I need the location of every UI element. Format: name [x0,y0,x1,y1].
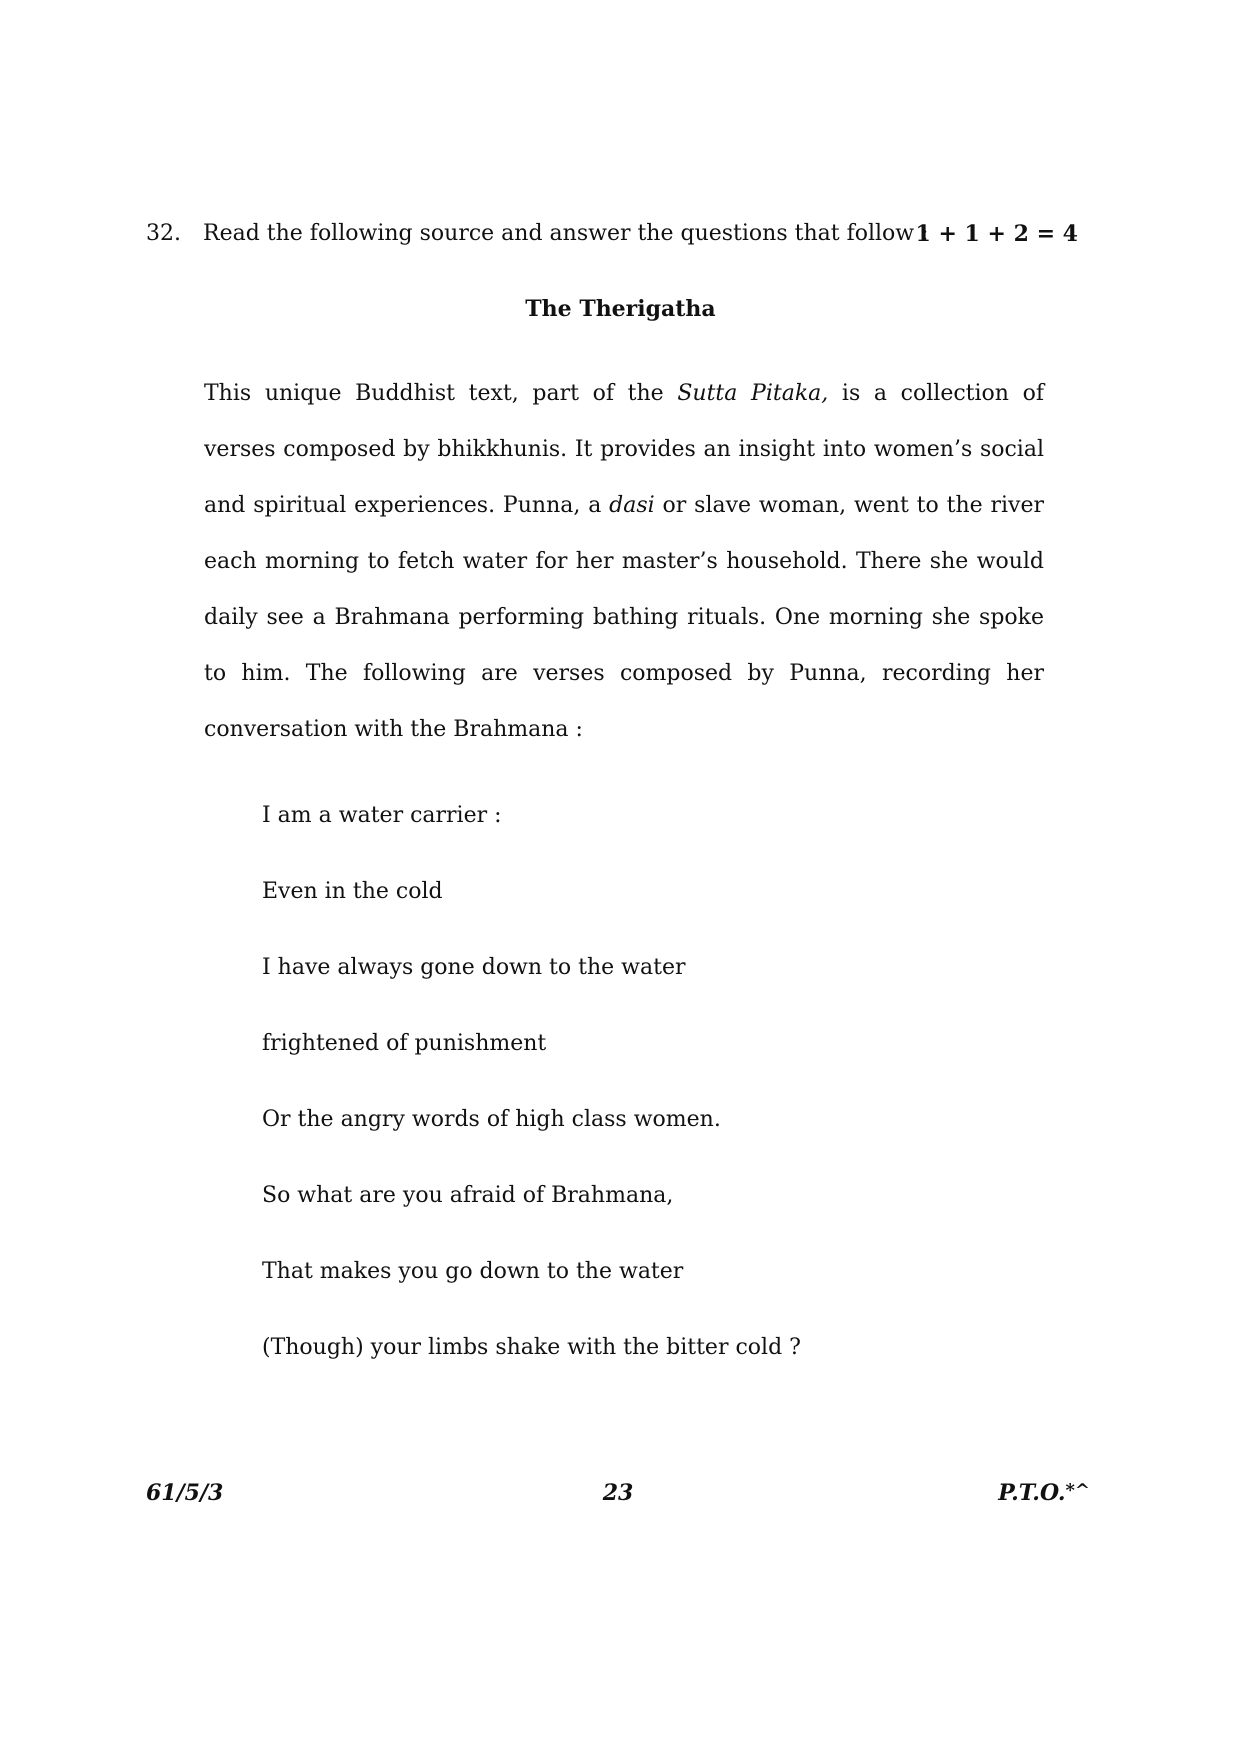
page-footer [146,1480,1090,1514]
pto-label: P.T.O.*^ [998,1480,1090,1506]
pto-mark: *^ [1065,1480,1090,1501]
passage-line: conversation with the Brahmana : [204,717,583,742]
page-number: 23 [602,1480,634,1506]
verse-line: I am a water carrier : [262,803,502,828]
passage-line: each morning to fetch water for her master’s household. There she would [204,549,1044,574]
verse-line: frightened of punishment [262,1031,547,1056]
source-passage [204,366,1044,758]
passage-line: to him. The following are verses composed by Punna, recording her [204,661,1044,686]
paper-code: 61/5/3 [146,1480,224,1506]
italic-term: Sutta Pitaka, [677,381,829,406]
italic-term: dasi [609,493,655,518]
verse-line: Even in the cold [262,879,443,904]
verse-line: So what are you afraid of Brahmana, [262,1183,674,1208]
verse-line: I have always gone down to the water [262,955,686,980]
verse-block [262,778,801,1386]
verse-line: Or the angry words of high class women. [262,1107,721,1132]
question-number: 32. [146,221,181,246]
source-title: The Therigatha [525,296,716,322]
question-marks: 1 + 1 + 2 = 4 [915,221,1078,247]
passage-line: verses composed by bhikkhunis. It provides an insight into women’s social [204,437,1044,462]
verse-line: (Though) your limbs shake with the bitter cold ? [262,1335,801,1360]
question-prompt: Read the following source and answer the questions that follow : [203,221,929,246]
passage-line: daily see a Brahmana performing bathing rituals. One morning she spoke [204,605,1044,630]
passage-line: This unique Buddhist text, part of the Sutta Pitaka, is a collection of [204,381,1044,406]
verse-line: That makes you go down to the water [262,1259,684,1284]
passage-line: and spiritual experiences. Punna, a dasi or slave woman, went to the river [204,493,1044,518]
